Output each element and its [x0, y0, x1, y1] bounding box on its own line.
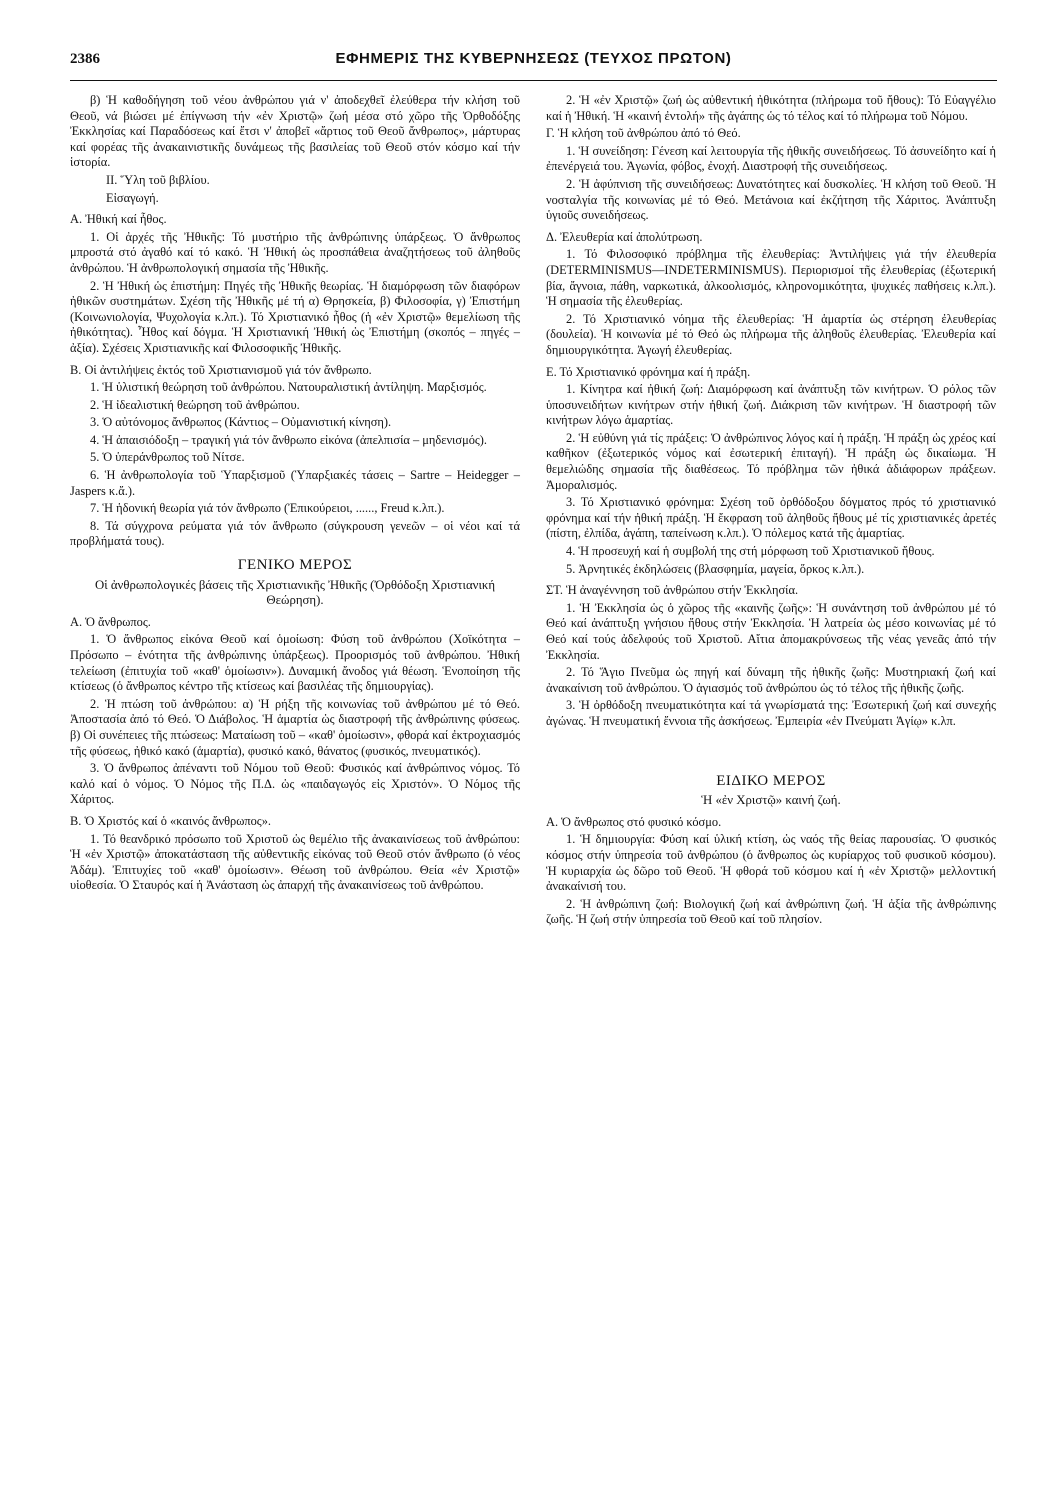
page-number: 2386 [70, 51, 100, 67]
section-heading: Α. Ὁ ἄνθρωπος στό φυσικό κόσμο. [546, 814, 722, 829]
paragraph: 4. Ἡ ἀπαισιόδοξη – τραγική γιά τόν ἄνθρωπο εἰκόνα (ἀπελπισία – μηδενισμός). [90, 432, 488, 447]
page-header [70, 50, 997, 76]
section-heading: Β. Οἱ ἀντιλήψεις ἐκτός τοῦ Χριστιανισμοῦ γιά τόν ἄνθρωπο. [70, 362, 372, 377]
section-heading: Εἰσαγωγή. [106, 190, 159, 205]
paragraph: 5. Ἀρνητικές ἐκδηλώσεις (βλασφημία, μαγεία, ὅρκος κ.λπ.). [566, 561, 865, 576]
paragraph: 2. Ἡ «ἐν Χριστῷ» ζωή ὡς αὐθεντική ἠθικότητα (πλήρωμα τοῦ ἤθους): Τό Εὐαγγέλιο καί ἡ Ἠθική. Ἡ «καινή ἐντολή» τῆς ἀγάπης ὡς τό τέλος καί τό πλήρωμα τοῦ Νόμου. [546, 93, 996, 123]
paragraph: 1. Οἱ ἀρχές τῆς Ἠθικῆς: Τό μυστήριο τῆς ἀνθρώπινης ὑπάρξεως. Ὁ ἄνθρωπος μπροστά στό ἀγαθό καί τό κακό. Ἡ Ἠθική ὡς προσπάθεια ἀναζητήσεως τοῦ ἀληθοῦς ἀνθρώπου. Ἡ ἀνθρωπολογική σημασία τῆς Ἠθικῆς. [70, 229, 520, 275]
paragraph: 1. Ἡ Ἐκκλησία ὡς ὁ χῶρος τῆς «καινῆς ζωῆς»: Ἡ συνάντηση τοῦ ἀνθρώπου μέ τό Θεό καί ἀνάπτυξη γνήσιου ἤθους στήν Ἐκκλησία. Ἡ λατρεία ὡς μέσο κοινωνίας μέ τό Θεό καί τούς ἀδελφούς τοῦ Χριστοῦ. Αἴτια ἀπομακρύνσεως τῆς νέας γενεᾶς ἀπό τήν Ἐκκλησία. [546, 600, 996, 662]
special-part-subtitle: Ἡ «ἐν Χριστῷ» καινή ζωή. [701, 793, 841, 808]
paragraph: 2. Τό Ἅγιο Πνεῦμα ὡς πηγή καί δύναμη τῆς ἠθικῆς ζωῆς: Μυστηριακή ζωή καί ἀνακαίνιση τοῦ ἀνθρώπου. Ὁ ἁγιασμός τοῦ ἀνθρώπου ὡς τό τέλος τῆς ἠθικῆς ζωῆς. [546, 665, 996, 695]
paragraph: 8. Τά σύγχρονα ρεύματα γιά τόν ἄνθρωπο (σύγκρουση γενεῶν – οἱ νέοι καί τά προβλήματά τους). [70, 518, 520, 549]
paragraph: 1. Ἡ συνείδηση: Γένεση καί λειτουργία τῆς ἠθικῆς συνειδήσεως. Τό ἀσυνείδητο καί ἡ ἐπενέργειά του. Ἀγωνία, φόβος, ἐνοχή. Διαστροφή τῆς συνειδήσεως. [546, 143, 996, 174]
paragraph: 2. Ἡ πτώση τοῦ ἀνθρώπου: α) Ἡ ρήξη τῆς κοινωνίας τοῦ ἀνθρώπου μέ τό Θεό. Ἀποστασία ἀπό τό Θεό. Ὁ Διάβολος. Ἡ ἁμαρτία ὡς διαστροφή τῆς ἀνθρώπινης φύσεως. β) Οἱ συνέπειες τῆς πτώσεως: Ματαίωση τοῦ – «καθ' ὁμοίωσιν», φθορά καί ἐκτροχιασμός τῆς φύσεως, ἠθικό κακό (ἁμαρτία), φυσικό κακό, θάνατος (φυσικός, πνευματικός). [70, 696, 520, 758]
section-heading: Β. Ὁ Χριστός καί ὁ «καινός ἄνθρωπος». [70, 813, 272, 828]
paragraph: 5. Ὁ ὑπεράνθρωπος τοῦ Νίτσε. [90, 450, 245, 465]
section-heading: ΣΤ. Ἡ ἀναγέννηση τοῦ ἀνθρώπου στήν Ἐκκλησία. [546, 583, 799, 598]
paragraph: 3. Τό Χριστιανικό φρόνημα: Σχέση τοῦ ὀρθόδοξου δόγματος πρός τό χριστιανικό φρόνημα καί τήν ἠθική πράξη. Ἡ ἔκφραση τοῦ ἀληθοῦς ἤθους μέ τίς χριστιανικές ἀρετές (πίστη, ἐλπίδα, ἀγάπη, ταπείνωση κ.λπ.). Ὁ πόλεμος κατά τῆς ἁμαρτίας. [546, 495, 996, 541]
section-heading: ΙΙ. Ὕλη τοῦ βιβλίου. [106, 172, 210, 187]
running-head: ΕΦΗΜΕΡΙΣ ΤΗΣ ΚΥΒΕΡΝΗΣΕΩΣ (ΤΕΥΧΟΣ ΠΡΩΤΟΝ) [335, 50, 732, 67]
paragraph: 1. Ἡ δημιουργία: Φύση καί ὑλική κτίση, ὡς ναός τῆς θείας παρουσίας. Ὁ φυσικός κόσμος στήν ὑπηρεσία τοῦ ἀνθρώπου (ὁ ἄνθρωπος ὡς κυρίαρχος τοῦ φυσικοῦ κόσμου). Ἡ κυριαρχία ὡς δῶρο τοῦ Θεοῦ. Ἡ φθορά τοῦ κόσμου καί ἡ «ἐν Χριστῷ» μελλοντική ἀνακαίνισή του. [546, 832, 996, 894]
paragraph: 3. Ἡ ὀρθόδοξη πνευματικότητα καί τά γνωρίσματά της: Ἐσωτερική ζωή καί συνεχής ἀγώνας. Ἡ πνευματική ἔννοια τῆς ἀσκήσεως. Ἐμπειρία «ἐν Πνεύματι Ἁγίῳ» κ.λπ. [546, 698, 996, 728]
paragraph: 1. Τό Φιλοσοφικό πρόβλημα τῆς ἐλευθερίας: Ἀντιλήψεις γιά τήν ἐλευθερία (DETERMINISMUS—INDETERMINISMUS). Περιορισμοί τῆς ἐλευθερίας (ἐξωτερική βία, ἄγνοια, πάθη, ναρκωτικά, ἀλκοολισμός, κληρονομικότητα, ψυχικές παθήσεις κ.λπ.). Ἡ σημασία τῆς ἐλευθερίας. [546, 247, 996, 309]
paragraph: 7. Ἡ ἡδονική θεωρία γιά τόν ἄνθρωπο (Ἐπικούρειοι, ......, Freud κ.λπ.). [90, 501, 445, 516]
paragraph: 2. Ἡ ἀφύπνιση τῆς συνειδήσεως: Δυνατότητες καί δυσκολίες. Ἡ κλήση τοῦ Θεοῦ. Ἡ νοσταλγία τῆς κοινωνίας μέ τό Θεό. Μετάνοια καί ἐκζήτηση τῆς Χάριτος. Ἀνάπτυξη ὑγιοῦς συνειδήσεως. [546, 176, 996, 223]
paragraph: 3. Ὁ ἄνθρωπος ἀπέναντι τοῦ Νόμου τοῦ Θεοῦ: Φυσικός καί ἀνθρώπινος νόμος. Τό καλό καί ὁ νόμος. Ὁ Νόμος τῆς Π.Δ. ὡς «παιδαγωγός εἰς Χριστόν». Ὁ Νόμος τῆς Χάριτος. [70, 761, 520, 807]
left-column [70, 93, 520, 930]
section-heading: Α. Ὁ ἄνθρωπος. [70, 614, 151, 629]
paragraph: 1. Ὁ ἄνθρωπος εἰκόνα Θεοῦ καί ὁμοίωση: Φύση τοῦ ἀνθρώπου (Χοϊκότητα – Πρόσωπο – ἑνότητα τῆς ἀνθρώπινης ὑπάρξεως). Προορισμός τοῦ ἀνθρώπου. Ἠθική τελείωση (ἐπιτυχία τοῦ «καθ' ὁμοίωσιν»). Δυναμική ἄνοδος γιά θέωση. Ἑνοποίηση τῆς κτίσεως (ὁ ἄνθρωπος κέντρο τῆς κτίσεως καί βασιλέας τῆς δημιουργίας). [70, 632, 520, 694]
paragraph: 2. Ἡ εὐθύνη γιά τίς πράξεις: Ὁ ἀνθρώπινος λόγος καί ἡ πράξη. Ἡ πράξη ὡς χρέος καί καθῆκον (ἐξωτερικός νόμος καί ἐσωτερική ἐπιταγή). Ἡ πράξη ὡς δικαίωμα. Ἡ θεμελιώδης σημασία τῆς διαθέσεως. Τό πρόβλημα τῶν ἠθικά ἀδιάφορων πράξεων. Ἀμοραλισμός. [546, 430, 996, 492]
paragraph: 2. Ἡ ἰδεαλιστική θεώρηση τοῦ ἀνθρώπου. [90, 397, 300, 412]
paragraph: 1. Τό θεανδρικό πρόσωπο τοῦ Χριστοῦ ὡς θεμέλιο τῆς ἀνακαινίσεως τοῦ ἀνθρώπου: Ἡ «ἐν Χριστῷ» ἀποκατάσταση τῆς αὐθεντικῆς εἰκόνας τοῦ Θεοῦ στόν ἄνθρωπο (ὁ νέος Ἀδάμ). Ἐπιτυχίες τοῦ «καθ' ὁμοίωσιν». Θέωση τοῦ ἀνθρώπου. Θεία «ἐν Χριστῷ» υἱοθεσία. Ὁ Σταυρός καί ἡ Ἀνάσταση ὡς ἀπαρχή τῆς ἀνακαινίσεως τοῦ ἀνθρώπου. [70, 831, 520, 893]
paragraph: 1. Ἡ ὑλιστική θεώρηση τοῦ ἀνθρώπου. Νατουραλιστική ἀντίληψη. Μαρξισμός. [90, 380, 487, 395]
text-columns [70, 93, 997, 930]
special-part-heading: ΕΙΔΙΚΟ ΜΕΡΟΣ [716, 772, 826, 789]
general-part-subtitle: Οἱ ἀνθρωπολογικές βάσεις τῆς Χριστιανικῆς Ἠθικῆς (Ὀρθόδοξη Χριστιανική Θεώρηση). [94, 577, 496, 608]
paragraph: 2. Τό Χριστιανικό νόημα τῆς ἐλευθερίας: Ἡ ἁμαρτία ὡς στέρηση ἐλευθερίας (δουλεία). Ἡ κοινωνία μέ τό Θεό ὡς πλήρωμα τῆς ἀληθοῦς ἐλευθερίας. Ἐλευθερία καί δημιουργικότητα. Ἀγωγή ἐλευθερίας. [546, 311, 996, 357]
paragraph: 1. Κίνητρα καί ἠθική ζωή: Διαμόρφωση καί ἀνάπτυξη τῶν κινήτρων. Ὁ ρόλος τῶν ὑποσυνειδήτων κινήτρων στήν ἠθική ζωή. Διάκριση τῶν κινήτρων. Ἡ διαστροφή τῶν κινήτρων λόγω ἁμαρτίας. [546, 382, 996, 428]
section-heading: Δ. Ἐλευθερία καί ἀπολύτρωση. [546, 229, 703, 244]
section-heading: Γ. Ἡ κλήση τοῦ ἀνθρώπου ἀπό τό Θεό. [546, 126, 741, 141]
paragraph: 2. Ἡ ἀνθρώπινη ζωή: Βιολογική ζωή καί ἀνθρώπινη ζωή. Ἡ ἀξία τῆς ἀνθρώπινης ζωῆς. Ἡ ζωή στήν ὑπηρεσία τοῦ Θεοῦ καί τοῦ πλησίον. [546, 896, 996, 927]
paragraph: 2. Ἡ Ἠθική ὡς ἐπιστήμη: Πηγές τῆς Ἠθικῆς θεωρίας. Ἡ διαμόρφωση τῶν διαφόρων ἠθικῶν συστημάτων. Σχέση τῆς Ἠθικῆς μέ τή α) Θρησκεία, β) Φιλοσοφία, γ) Ἐπιστήμη (Κοινωνιολογία, Ψυχολογία κ.λπ.). Τό Χριστιανικό ἦθος (ἡ «ἐν Χριστῷ» θεμελίωση τῆς ἠθικότητας). Ἦθος καί δόγμα. Ἡ Χριστιανική Ἠθική ὡς Ἐπιστήμη (σκοπός – πηγές – ἀξία). Σχέσεις Χριστιανικῆς καί Φιλοσοφικῆς Ἠθικῆς. [70, 278, 520, 355]
paragraph: 3. Ὁ αὐτόνομος ἄνθρωπος (Κάντιος – Οὐμανιστική κίνηση). [90, 415, 392, 430]
paragraph: 6. Ἡ ἀνθρωπολογία τοῦ Ὑπαρξισμοῦ (Ὑπαρξιακές τάσεις – Sartre – Heidegger – Jaspers κ.ἄ.). [70, 468, 520, 498]
right-column [546, 93, 996, 930]
section-heading: Ε. Τό Χριστιανικό φρόνημα καί ἡ πράξη. [546, 364, 751, 379]
general-part-heading: ΓΕΝΙΚΟ ΜΕΡΟΣ [237, 557, 353, 574]
section-heading: Α. Ἠθική καί ἦθος. [70, 212, 167, 227]
paragraph: β) Ἡ καθοδήγηση τοῦ νέου ἀνθρώπου γιά ν' ἀποδεχθεῖ ἐλεύθερα τήν κλήση τοῦ Θεοῦ, νά βιώσει μέ ἐπίγνωση τήν «ἐν Χριστῷ» ζωή μέσα στό χῶρο τῆς Ὀρθοδόξης Ἐκκλησίας καί Παραδόσεως καί ἔτσι ν' ἀποβεῖ «ἄρτιος τοῦ Θεοῦ ἄνθρωπος», μάρτυρας καί φορέας τῆς ἀνακαινιστικῆς δυνάμεως τῆς βασιλείας τοῦ Θεοῦ στόν κόσμο καί τήν ἱστορία. [70, 93, 520, 170]
paragraph: 4. Ἡ προσευχή καί ἡ συμβολή της στή μόρφωση τοῦ Χριστιανικοῦ ἤθους. [566, 544, 935, 559]
header-rule [70, 80, 997, 81]
